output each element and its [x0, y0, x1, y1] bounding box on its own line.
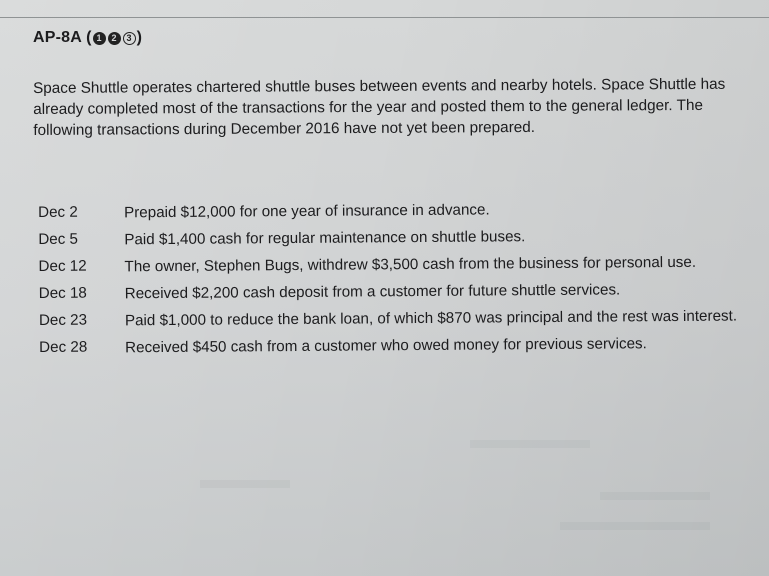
learning-objectives: ( 1 2 3 ) — [86, 29, 143, 46]
show-through-text — [600, 492, 710, 500]
objective-badge-3: 3 — [123, 32, 136, 45]
problem-code: AP-8A — [33, 29, 82, 46]
transaction-description: Paid $1,400 cash for regular maintenance on shuttle buses. — [124, 228, 526, 249]
transaction-row — [39, 332, 764, 362]
show-through-text — [560, 522, 710, 530]
transaction-description: The owner, Stephen Bugs, withdrew $3,500 cash from the business for personal use. — [124, 253, 697, 276]
transaction-description: Paid $1,000 to reduce the bank loan, of which $870 was principal and the rest was interest. — [124, 307, 738, 330]
transaction-date: Dec 18 — [38, 284, 87, 302]
transaction-date: Dec 12 — [38, 257, 87, 275]
transaction-date: Dec 23 — [38, 311, 88, 329]
show-through-text — [470, 440, 590, 448]
transaction-description: Received $2,200 cash deposit from a customer for future shuttle services. — [124, 281, 621, 303]
transaction-description: Received $450 cash from a customer who owed money for previous services. — [125, 335, 647, 357]
transaction-date: Dec 5 — [38, 230, 79, 248]
problem-title — [33, 29, 142, 47]
transaction-date: Dec 28 — [39, 338, 88, 356]
transaction-list — [38, 197, 764, 365]
transaction-description: Prepaid $12,000 for one year of insurance in advance. — [124, 201, 490, 222]
page-top-rule — [0, 17, 769, 18]
problem-intro: Space Shuttle operates chartered shuttle buses between events and nearby hotels. Space Shuttle has already completed most of the transactions for the year and posted them to the general ledger. The following transactions during December 2016 have not yet been prepared. — [33, 75, 726, 139]
transaction-date: Dec 2 — [38, 203, 78, 221]
objective-badge-2: 2 — [108, 32, 121, 45]
show-through-text — [200, 480, 290, 488]
objective-badge-1: 1 — [93, 32, 106, 45]
